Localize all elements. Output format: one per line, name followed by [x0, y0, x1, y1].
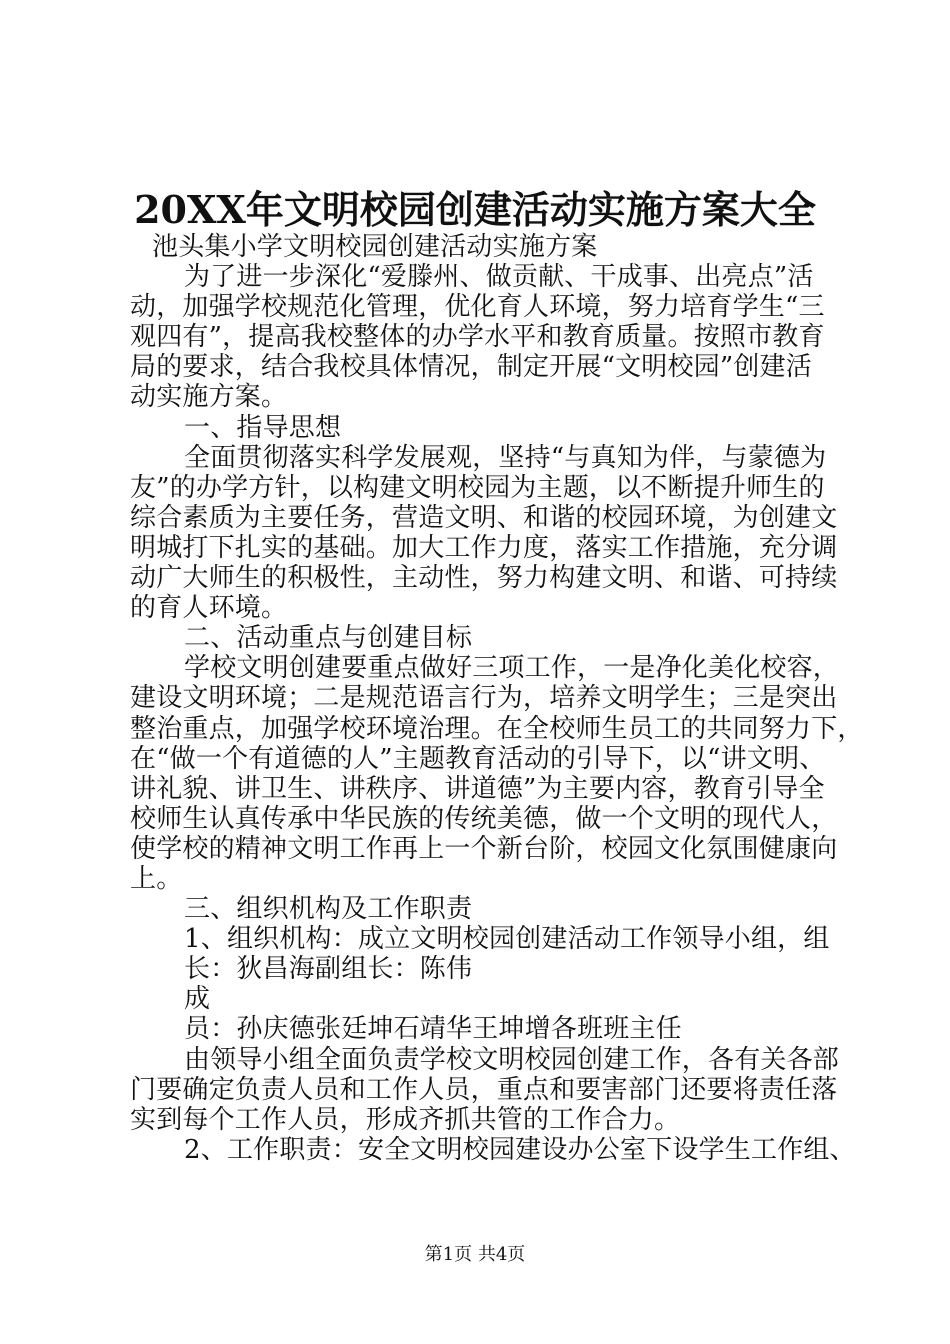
body-line: 在“做一个有道德的人”主题教育活动的引导下，以“讲文明、	[130, 743, 826, 774]
body-line: 长：狄昌海副组长：陈伟	[184, 954, 473, 985]
page-indicator: 第1页 共4页	[424, 1244, 526, 1265]
body-line: 校师生认真传承中华民族的传统美德，做一个文明的现代人，	[130, 803, 838, 834]
body-line: 1、组织机构：成立文明校园创建活动工作领导小组，组	[184, 924, 830, 955]
body-line: 观四有”，提高我校整体的办学水平和教育质量。按照市教育	[130, 322, 825, 353]
body-line: 成	[184, 984, 211, 1015]
body-line: 建设文明环境；二是规范语言行为，培养文明学生；三是突出	[130, 683, 838, 714]
body-line: 整治重点，加强学校环境治理。在全校师生员工的共同努力下，	[130, 713, 864, 744]
body-line: 动，加强学校规范化管理，优化育人环境，努力培育学生“三	[130, 292, 825, 323]
body-line: 上。	[130, 863, 183, 894]
body-line: 动实施方案。	[130, 382, 288, 413]
body-line: 学校文明创建要重点做好三项工作，一是净化美化校容，	[184, 653, 840, 684]
body-line: 明城打下扎实的基础。加大工作力度，落实工作措施，充分调	[130, 532, 838, 563]
body-line: 三、组织机构及工作职责	[184, 894, 473, 925]
body-line: 综合素质为主要任务，营造文明、和谐的校园环境，为创建文	[130, 502, 838, 533]
body-line: 讲礼貌、讲卫生、讲秩序、讲道德”为主要内容，教育引导全	[130, 773, 825, 804]
document-body	[130, 232, 864, 1165]
body-line: 局的要求，结合我校具体情况，制定开展“文明校园”创建活	[130, 352, 812, 383]
body-line: 友”的办学方针，以构建文明校园为主题，以不断提升师生的	[130, 472, 825, 503]
body-line: 一、指导思想	[184, 412, 342, 443]
body-line: 动广大师生的积极性，主动性，努力构建文明、和谐、可持续	[130, 563, 838, 594]
body-line: 二、活动重点与创建目标	[184, 623, 473, 654]
body-line: 全面贯彻落实科学发展观，坚持“与真知为伴，与蒙德为	[184, 442, 827, 473]
body-line: 为了进一步深化“爱滕州、做贡献、干成事、出亮点”活	[184, 262, 814, 293]
body-line: 门要确定负责人员和工作人员，重点和要害部门还要将责任落	[130, 1074, 838, 1105]
body-line: 池头集小学文明校园创建活动实施方案	[152, 232, 598, 262]
body-line: 实到每个工作人员，形成齐抓共管的工作合力。	[130, 1104, 681, 1135]
body-line: 由领导小组全面负责学校文明校园创建工作，各有关各部	[184, 1044, 840, 1075]
body-line: 的育人环境。	[130, 593, 288, 624]
body-line: 使学校的精神文明工作再上一个新台阶，校园文化氛围健康向	[130, 833, 838, 864]
body-line: 员：孙庆德张廷坤石靖华王坤增各班班主任	[184, 1014, 682, 1045]
document-title: 20XX年文明校园创建活动实施方案大全	[134, 187, 816, 232]
body-line: 2、工作职责：安全文明校园建设办公室下设学生工作组、	[184, 1134, 856, 1165]
